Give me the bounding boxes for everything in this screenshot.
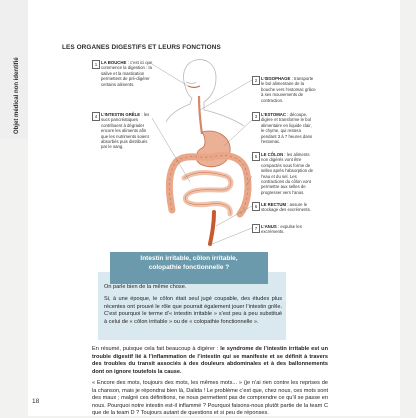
info-box-title: Intestin irritable, côlon irritable, colopathie fonctionnelle ? (110, 252, 268, 284)
body-paragraph-2: « Encore des mots, toujours des mots, les mêmes mots... » (je n’ai rien contre les reprises de la chanson, mais je répondrai bien là, Dalida ! Le problème c’est que, chez nous, ces mots sont des maux ; malgré ces définitions, ne nous permettent pas de comprendre ce qu’il se passe en nous. Pourquoi notre intestin est-il inflammé ? Pourquoi faisons-nous plutôt partie de la team C que de la team D ? Toujours autant de questions et si peu de réponses. (92, 380, 328, 416)
organ-label-anus: 7 L’ANUS : expulse les excréments. (252, 224, 316, 235)
esophagus-shape (199, 96, 202, 134)
mouth-shape (188, 86, 200, 88)
small-intestine-shape (184, 173, 231, 215)
organ-label-stomach: 3 L’ESTOMAC : découpe, digère et transforme le bol alimentaire en liquide clair, le chyme, qui restera pendant 3 à 7 heures dans l’estomac. (252, 112, 316, 144)
page-number: 18 (32, 398, 40, 405)
body-paragraph-1: En résumé, puisque cela fait beaucoup à digérer : le syndrome de l’intestin irritable est un trouble digestif lié à l’inflammation de l’intestin qui se manifeste et se définit à travers des troubles du transit associés à des douleurs abdominales et à des ballonnements dont on ignore toutefois la cause. (92, 346, 328, 375)
stomach-shape (196, 131, 230, 167)
organ-label-small-intestine: 4 L’INTESTIN GRÊLE : les sucs pancréatiques contribuent à dégrader encore les aliments afin que les nutriments soient absorbés puis distribués par le sang. (92, 112, 154, 150)
organ-label-colon: 5 LE CÔLON : les aliments non digérés vont être compactés sous forme de selles après l’absorption de l’eau et du sel. Les contractions du côlon vont permettre aux selles de progresser vers l’anus. (252, 152, 316, 195)
rectum-shape (210, 212, 214, 244)
figure-title: LES ORGANES DIGESTIFS ET LEURS FONCTIONS (62, 44, 221, 51)
organ-label-esophagus: 2 L’ŒSOPHAGE : transporte le bol alimentaire de la bouche vers l’estomac grâce à ses mouvements de contraction. (252, 76, 316, 103)
info-box-body: Si, à une époque, le côlon était seul jugé coupable, des études plus récentes ont prouvé le rôle que pourrait également jouer l’intestin grêle. C’est pourquoi le terme d’« intestin irritable » s’est peu à peu substitué à celui de « côlon irritable » ou de « colopathie fonctionnelle ». (104, 296, 282, 325)
info-box-lead: On parle bien de la même chose. (104, 284, 187, 290)
chapter-label: Objet médical non identifié (14, 57, 20, 134)
organ-label-rectum: 6 LE RECTUM : assure le stockage des excréments. (252, 202, 316, 213)
organ-label-mouth: 1 LA BOUCHE : c’est ici que commence la digestion : la salive et la mastication permettent de pré-digérer certains aliments. (92, 60, 154, 87)
